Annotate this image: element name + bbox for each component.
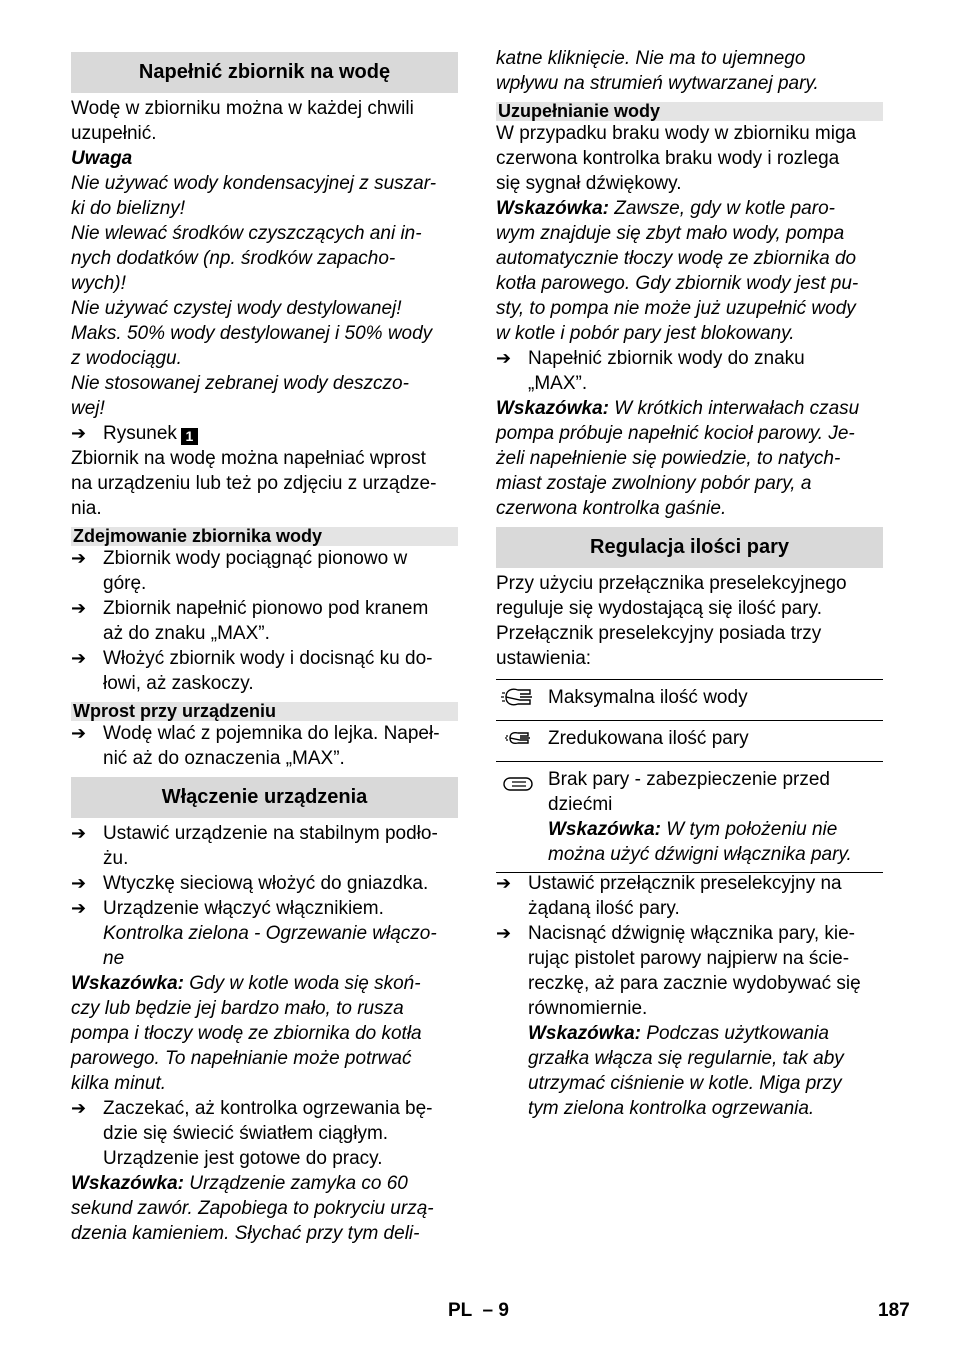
direct-fill-step-1: ➔ Wodę wlać z pojemnika do lejka. Napeł- nić aż do oznaczenia „MAX”. xyxy=(71,723,440,769)
arrow-right-icon: ➔ xyxy=(496,923,512,943)
table-row: Brak pary - zabezpieczenie przed dziećmi Wskazówka: W tym położeniu nie można użyć dźwigni włącznika pary. xyxy=(496,761,883,873)
note-valve-continued: katne kliknięcie. Nie ma to ujemnego wpływu na strumień wytwarzanej pary. xyxy=(496,48,819,94)
warning-label: Uwaga xyxy=(71,148,133,169)
section-title-switch-on: Włączenie urządzenia xyxy=(71,777,458,818)
remove-tank-step-1: ➔ Zbiornik wody pociągnąć pionowo w górę. xyxy=(71,548,408,594)
note-pump-intervals: Wskazówka: W krótkich interwałach czasu pompa próbuje napełnić kocioł parowy. Je- żeli napełnienie się powiedzie, to natych- miast zostaje zwolniony pobór pary, a czerwona kontrolka gaśnie. xyxy=(496,398,860,519)
arrow-right-icon: ➔ xyxy=(71,898,87,918)
figure-number-badge: 1 xyxy=(181,428,198,445)
note-label: Wskazówka: xyxy=(496,198,609,219)
arrow-right-icon: ➔ xyxy=(496,873,512,893)
switch-on-step-1: ➔ Ustawić urządzenie na stabilnym podło- żu. xyxy=(71,823,438,869)
refill-water-step-1: ➔ Napełnić zbiornik wody do znaku „MAX”. xyxy=(496,348,805,394)
arrow-right-icon: ➔ xyxy=(71,598,87,618)
steam-regulation-step-2: ➔ Nacisnąć dźwignię włącznika pary, kie- rując pistolet parowy najpierw na ście- reczkę, aż para zacznie wydobywać się równomiernie. Wskazówka: Podczas użytkowania grzałka włącza się regularnie, tak aby utrzymać ciśnienie w kotle. Miga przy tym zielona kontrolka ogrzewania. xyxy=(496,923,861,1119)
footer-language-page: PL – 9 xyxy=(448,1300,509,1321)
refill-water-text: W przypadku braku wody w zbiorniku miga czerwona kontrolka braku wody i rozlega się sygnał dźwiękowy. xyxy=(496,123,857,194)
note-label: Wskazówka: xyxy=(71,973,184,994)
note-valve: Wskazówka: Urządzenie zamyka co 60 sekund zawór. Zapobiega to pokryciu urzą- dzenia kamieniem. Słychać przy tym deli- xyxy=(71,1173,434,1244)
arrow-right-icon: ➔ xyxy=(496,348,512,368)
steam-reduced-icon xyxy=(500,726,536,750)
arrow-right-icon: ➔ xyxy=(71,873,87,893)
fill-tank-intro: Wodę w zbiorniku można w każdej chwili uzupełnić. xyxy=(71,98,414,144)
switch-on-step-2: ➔ Wtyczkę sieciową włożyć do gniazdka. xyxy=(71,873,429,894)
subsection-title-refill-water: Uzupełnianie wody xyxy=(496,102,883,121)
arrow-right-icon: ➔ xyxy=(71,823,87,843)
arrow-right-icon: ➔ xyxy=(71,723,87,743)
switch-on-step-3: ➔ Urządzenie włączyć włącznikiem. Kontrolka zielona - Ogrzewanie włączo- ne xyxy=(71,898,437,969)
fill-options-text: Zbiornik na wodę można napełniać wprost na urządzeniu lub też po zdjęciu z urządze- nia. xyxy=(71,448,437,519)
note-pump-auto: Wskazówka: Zawsze, gdy w kotle paro- wym znajduje się zbyt mało wody, pompa automatycznie tłoczy wodę ze zbiornika do kotła parowego. Gdy zbiornik wody jest pu- sty, to pompa nie może już uzupełnić wody w kotle i pobór pary jest blokowany. xyxy=(496,198,859,344)
note-label: Wskazówka: xyxy=(548,819,661,840)
section-title-steam-regulation: Regulacja ilości pary xyxy=(496,527,883,568)
footer-page-number: 187 xyxy=(878,1300,910,1321)
steam-off-icon xyxy=(500,772,536,796)
note-label: Wskazówka: xyxy=(496,398,609,419)
arrow-right-icon: ➔ xyxy=(71,548,87,568)
arrow-right-icon: ➔ xyxy=(71,423,87,443)
section-title-fill-tank: Napełnić zbiornik na wodę xyxy=(71,52,458,93)
remove-tank-step-2: ➔ Zbiornik napełnić pionowo pod kranem aż do znaku „MAX”. xyxy=(71,598,429,644)
subsection-title-remove-tank: Zdejmowanie zbiornika wody xyxy=(71,527,458,546)
warning-block: Uwaga Nie używać wody kondensacyjnej z suszar- ki do bielizny! Nie wlewać środków czyszczących ani in- nych dodatków (np. środków zapacho- wych)! Nie używać czystej wody destylowanej! Maks. 50% wody destylowanej i 50% wody z wodociągu. Nie stosowanej zebranej wody deszczo- wej! xyxy=(71,146,458,421)
arrow-right-icon: ➔ xyxy=(71,1098,87,1118)
note-pump-refill: Wskazówka: Gdy w kotle woda się skoń- czy lub będzie jej bardzo mało, to rusza pompa i tłoczy wodę ze zbiornika do kotła parowego. To napełnianie może potrwać kilka minut. xyxy=(71,973,422,1094)
table-row: Zredukowana ilość pary xyxy=(496,720,883,761)
steam-max-icon xyxy=(500,685,536,709)
switch-on-step-4: ➔ Zaczekać, aż kontrolka ogrzewania bę- dzie się świecić światłem ciągłym. Urządzenie jest gotowe do pracy. xyxy=(71,1098,433,1169)
steam-regulation-step-1: ➔ Ustawić przełącznik preselekcyjny na żądaną ilość pary. xyxy=(496,873,842,919)
steam-regulation-text: Przy użyciu przełącznika preselekcyjnego reguluje się wydostającą się ilość pary. Przełącznik preselekcyjny posiada trzy ustawienia: xyxy=(496,573,847,669)
note-label: Wskazówka: xyxy=(528,1023,641,1044)
table-row: Maksymalna ilość wody xyxy=(496,679,883,720)
steam-settings-table xyxy=(496,679,883,873)
remove-tank-step-3: ➔ Włożyć zbiornik wody i docisnąć ku do- łowi, aż zaskoczy. xyxy=(71,648,433,694)
note-label: Wskazówka: xyxy=(71,1173,184,1194)
subsection-title-direct-fill: Wprost przy urządzeniu xyxy=(71,702,458,721)
figure-reference: ➔ Rysunek 1 xyxy=(71,421,458,446)
arrow-right-icon: ➔ xyxy=(71,648,87,668)
